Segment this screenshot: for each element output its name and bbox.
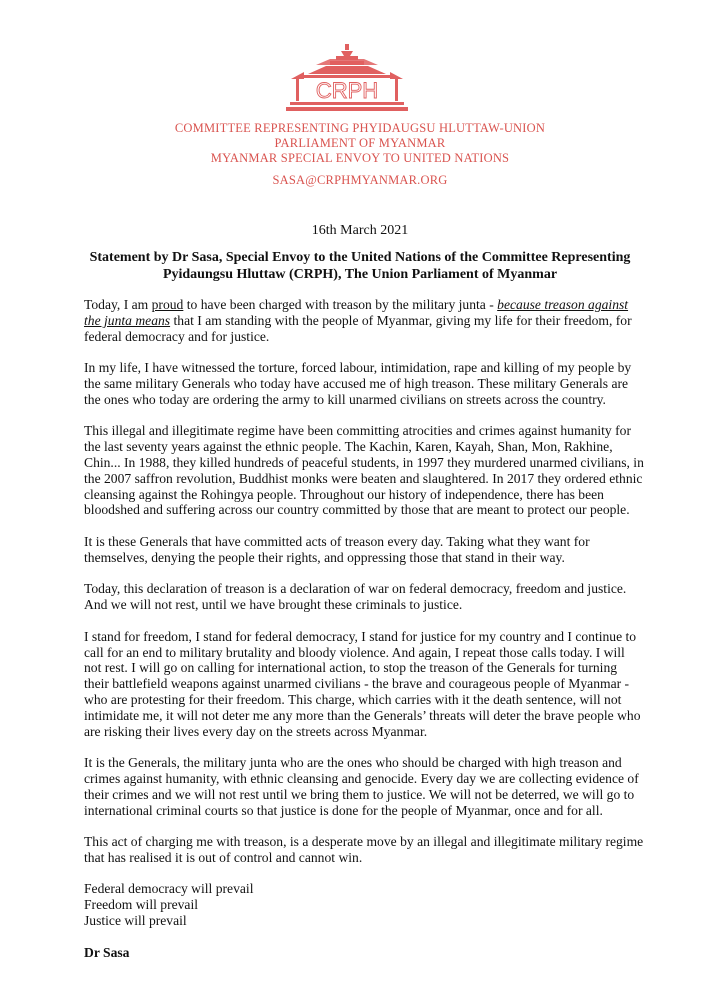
prevail-line-1: Federal democracy will prevail <box>84 881 254 897</box>
paragraph-1 <box>84 297 644 344</box>
paragraph-3: This illegal and illegitimate regime have been committing atrocities and crimes against humanity for the last seventy years against the ethnic people. The Kachin, Karen, Kayah, Shan, Mon, Rakhine, Chin... In 1988, they killed hundreds of peaceful students, in 1997 they murdered unarmed civilians, in the 2007 saffron revolution, Buddhist monks were beaten and slaughtered. In 2017 they ordered ethnic cleansing against the Rohingya people. Throughout our history of independence, there has been bloodshed and suffering across our country committed by those that are meant to protect our people. <box>84 423 644 518</box>
prevail-line-2: Freedom will prevail <box>84 897 199 913</box>
paragraph-1-text-a: Today, I am <box>84 297 152 312</box>
letterhead-line-1: COMMITTEE REPRESENTING PHYIDAUGSU HLUTTAW-UNION <box>174 121 546 135</box>
paragraph-6: I stand for freedom, I stand for federal democracy, I stand for justice for my country and I continue to call for an end to military brutality and bloody violence. And again, I repeat those calls today. I will not rest. I will go on calling for international action, to stop the treason of the Generals for turning their battlefield weapons against unarmed civilians - the brave and courageous people of Myanmar - who are protesting for their freedom. This charge, which carries with it the death sentence, will not intimidate me, it will not deter me any more than the Generals’ threats will deter the brave people who are risking their lives every day on the streets across Myanmar. <box>84 628 641 739</box>
emphasis-proud: proud <box>151 297 184 312</box>
prevail-line-3: Justice will prevail <box>84 913 187 929</box>
crph-logo <box>286 44 408 116</box>
paragraph-1-text-c: that I am standing with the people of Myanmar, giving my life for their freedom, for federal democracy and for justice. <box>84 312 632 344</box>
paragraph-4: It is these Generals that have committed acts of treason every day. Taking what they want for themselves, denying the people their rights, and oppressing those that stand in their way. <box>84 533 590 565</box>
letterhead-line-3: MYANMAR SPECIAL ENVOY TO UNITED NATIONS <box>210 151 510 165</box>
paragraph-2: In my life, I have witnessed the torture, forced labour, intimidation, rape and killing of my people by the same military Generals who today have accused me of high treason. These military Generals are the ones who today are ordering the army to kill unarmed civilians on streets across the country. <box>84 360 632 407</box>
letterhead-email[interactable]: SASA@CRPHMYANMAR.ORG <box>272 173 448 187</box>
paragraph-5: Today, this declaration of treason is a declaration of war on federal democracy, freedom and justice. And we will not rest, until we have brought these criminals to justice. <box>84 581 627 613</box>
paragraph-7: It is the Generals, the military junta who are the ones who should be charged with high treason and crimes against humanity, with ethnic cleansing and genocide. Every day we are collecting evidence of their crimes and we will not rest until we bring them to justice. We will not be deterred, we will go to international criminal courts so that justice is done for the people of Myanmar, once and for all. <box>84 755 639 818</box>
statement-title: Statement by Dr Sasa, Special Envoy to the United Nations of the Committee Representing Pyidaungsu Hluttaw (CRPH), The Union Parliament of Myanmar <box>89 250 631 282</box>
letterhead <box>0 121 720 188</box>
paragraph-8: This act of charging me with treason, is a desperate move by an illegal and illegitimate military regime that has realised it is out of control and cannot win. <box>84 834 644 865</box>
statement-date: 16th March 2021 <box>311 223 409 238</box>
crph-logo-text: CRPH <box>315 78 379 103</box>
letterhead-line-2: PARLIAMENT OF MYANMAR <box>274 136 446 150</box>
statement-body <box>84 297 644 960</box>
paragraph-1-text-b: to have been charged with treason by the military junta - <box>183 297 498 312</box>
emphasis-treason-means: because treason against the junta means <box>84 297 629 328</box>
signature: Dr Sasa <box>84 944 130 960</box>
